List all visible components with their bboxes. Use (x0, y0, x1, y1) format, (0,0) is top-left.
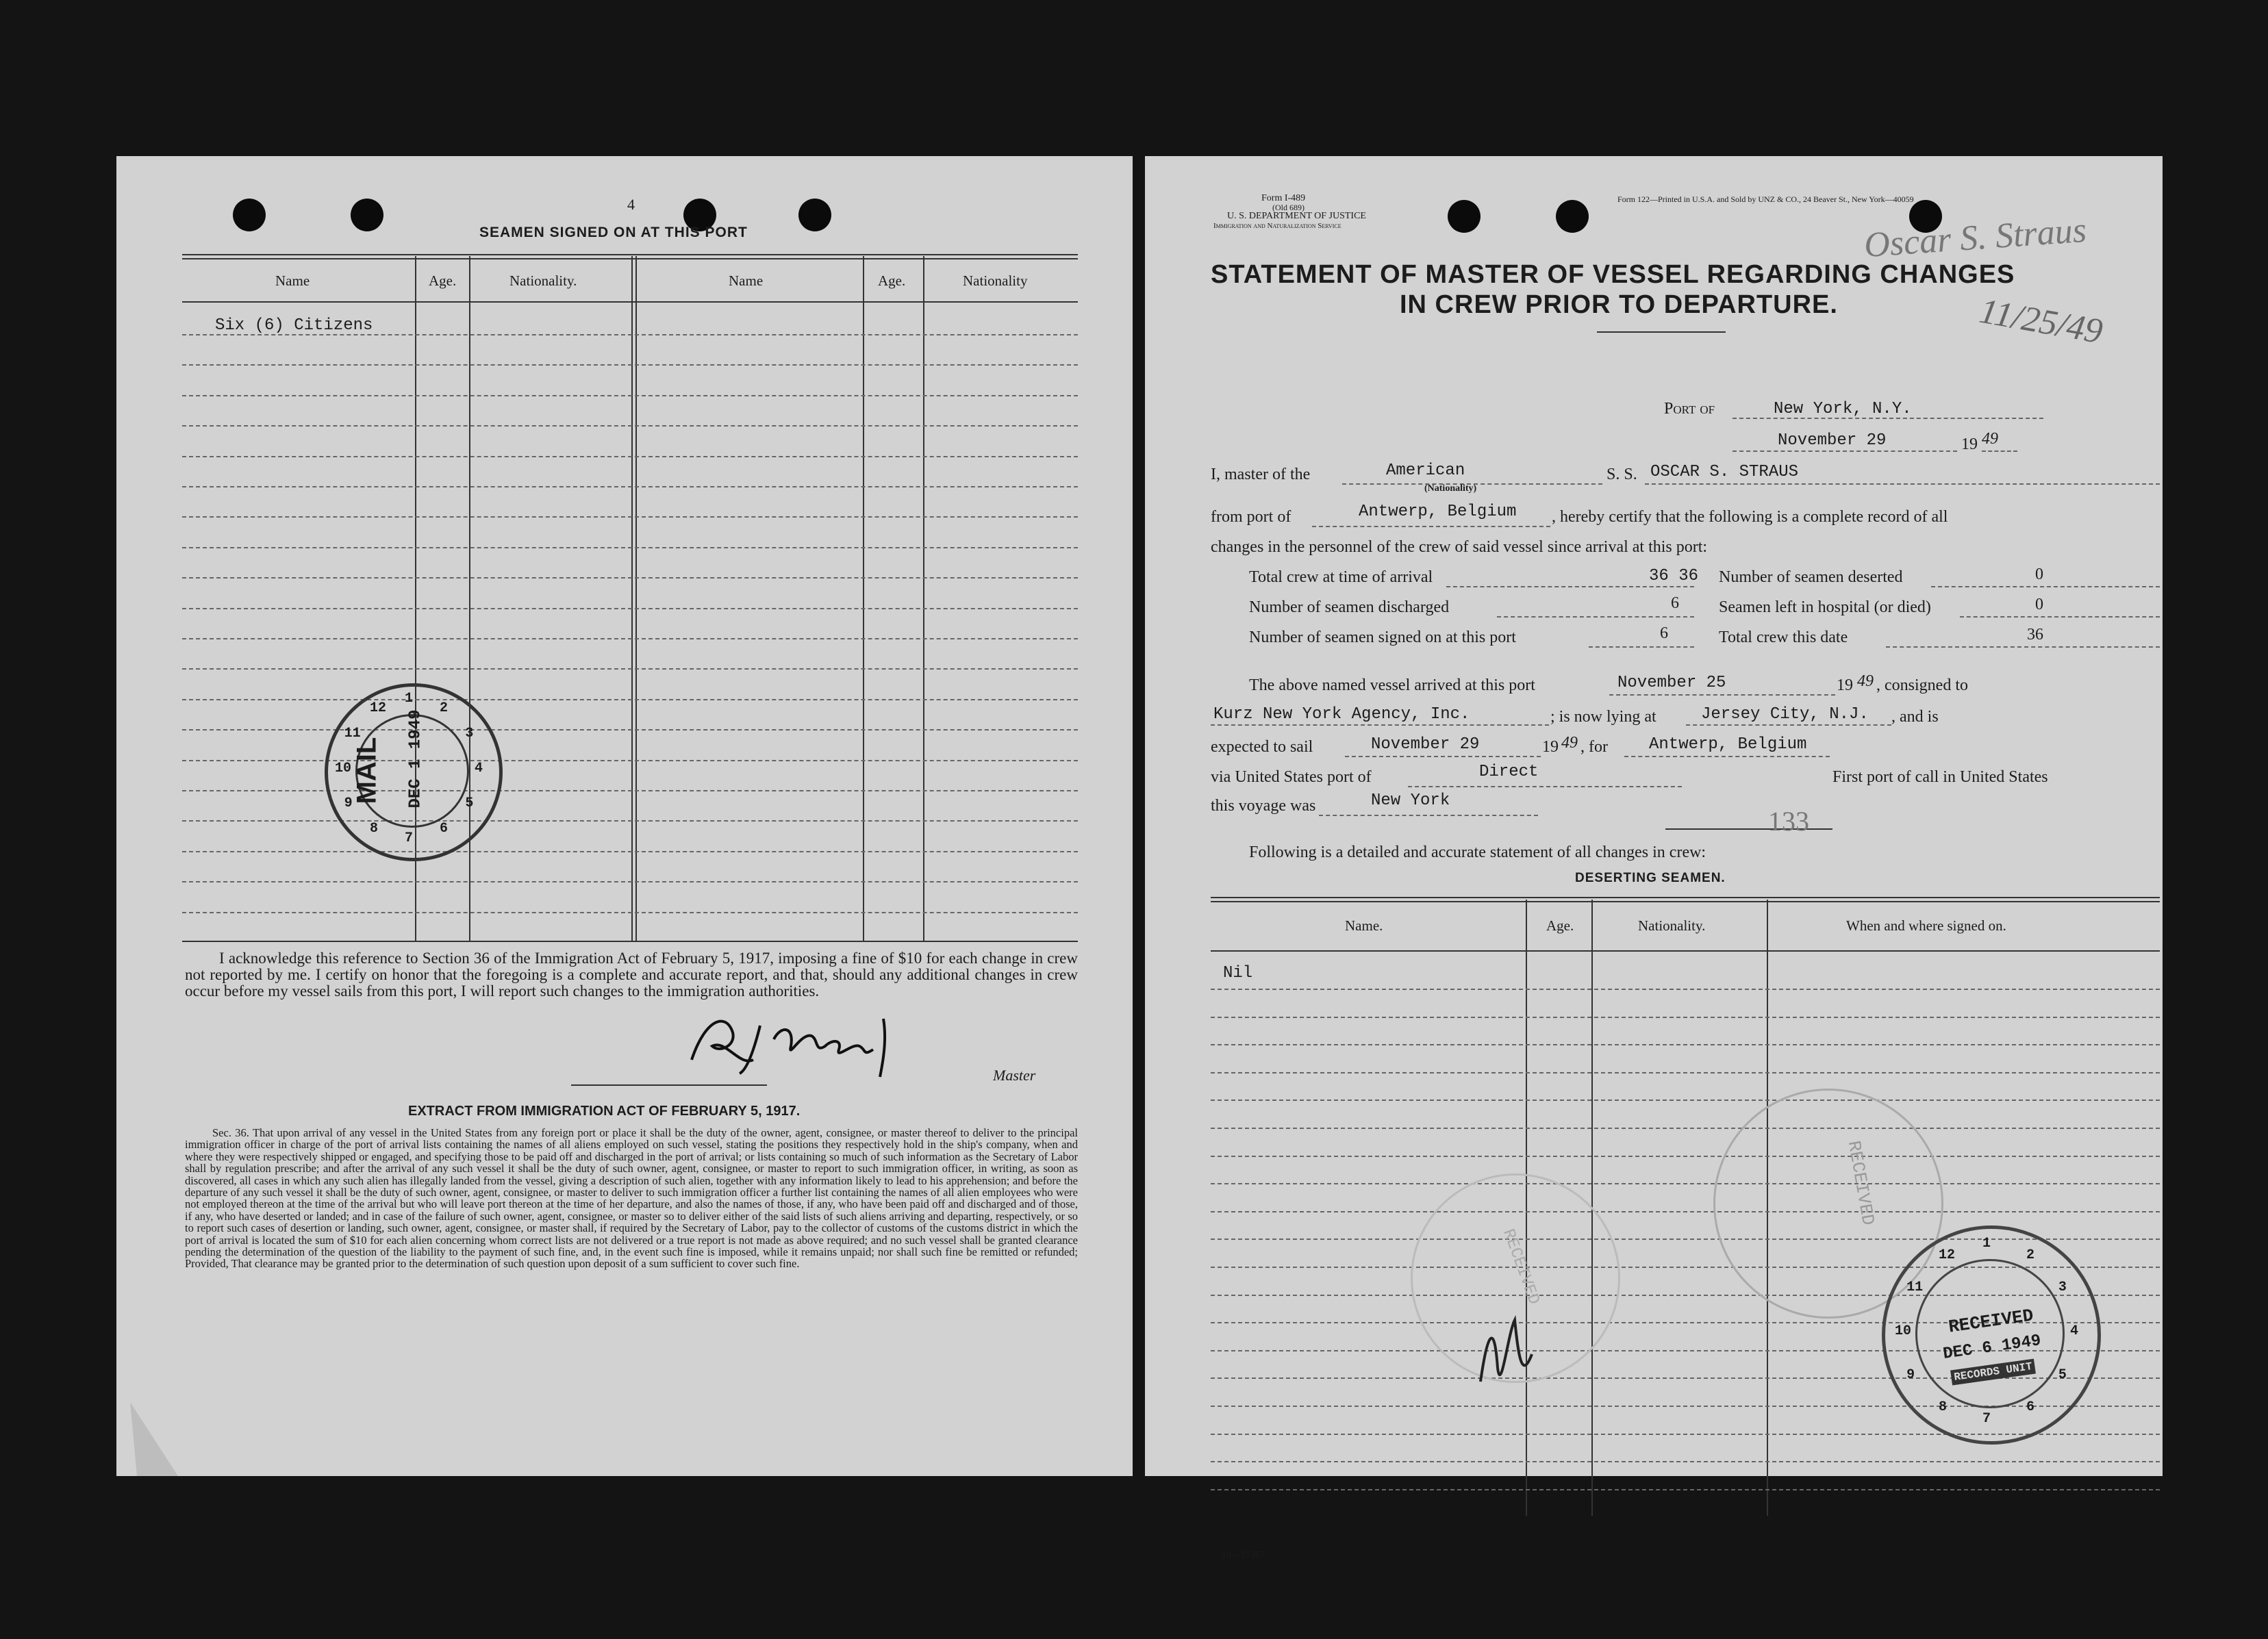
following-text: Following is a detailed and accurate statement of all changes in crew: (1249, 843, 1706, 861)
punch-hole (798, 199, 831, 231)
table-row-rule (1211, 989, 2160, 990)
table-row-rule (182, 547, 1078, 548)
department: U. S. DEPARTMENT OF JUSTICE (1227, 211, 1366, 221)
stamp-ring-number: 7 (1982, 1411, 1991, 1427)
table-row-rule (182, 699, 1078, 700)
from-port-label: from port of (1211, 508, 1292, 526)
stamp-ring-number: 8 (370, 821, 379, 837)
stat-deserted-value: 0 (2035, 566, 2043, 583)
consignee-value: Kurz New York Agency, Inc. (1213, 705, 1470, 724)
stamp-ring-number: 6 (440, 821, 449, 837)
table-row-rule (182, 912, 1078, 913)
for-value: Antwerp, Belgium (1649, 735, 1807, 754)
expected-label: expected to sail (1211, 738, 1313, 756)
handwritten-number: 133 (1768, 806, 1809, 837)
handwritten-vessel-annotation: Oscar S. Straus (1863, 210, 2088, 266)
stamp-ring-number: 3 (2058, 1280, 2067, 1295)
table-row-rule (182, 577, 1078, 579)
extract-text: Sec. 36. That upon arrival of any vessel in the United States from any foreign port or place it shall be the duty of the owner, agent, consignee, or master thereof to deliver to the principal immigration officer in charge of the port of arrival lists containing the names of all aliens employed on such vessel, stating the positions they respectively hold in the ship's company, when and where they were respectively shipped or engaged, and specifying those to be paid off and discharged in the port of arrival; or lists containing so much of such information as the Secretary of Labor shall by regulation prescribe; and after the arrival of any such vessel it shall be the duty of such owner, agent, consignee, or master to report to such immigration officer, in writing, as soon as discovered, all cases in which any such alien has illegally landed from the vessel, giving a description of such alien, together with any information likely to lead to his apprehension; and before the departure of any such vessel it shall be the duty of such owner, agent, consignee, or master to deliver to such immigration officer a further list containing the names of all alien employees who were not employed thereon at the time of the arrival but who will leave port thereon at the time of her departure, and also the names of those, if any, who have been paid off and discharged and of those, if any, who have deserted or landed; and in case of the failure of such owner, agent, consignee, or master so to deliver either of the said lists of such aliens arriving and departing, respectively, or so to report such cases of desertion or landing, such owner, agent, consignee, or master shall, if required by the Secretary of Labor, pay to the collector of customs of the customs district in which the port of arrival is located the sum of $10 for each alien concerning whom correct lists are not delivered or a true report is not made as above required; and no such vessel shall be granted clearance pending the determination of the question of the liability to the payment of such fine, and, in the event such fine is imposed, while it remains unpaid; nor shall such fine be remitted or refunded; Provided, That clearance may be granted prior to the determination of such question upon deposit of a sum sufficient to cover such fine. (185, 1126, 1078, 1271)
stamp-ring-number: 12 (1939, 1247, 1956, 1264)
date-value: November 29 (1778, 431, 1887, 450)
deserting-first-entry: Nil (1223, 964, 1253, 982)
year-prefix: 19 (1961, 435, 1978, 453)
master-of-label: I, master of the (1211, 466, 1311, 483)
stamp-ring-number: 8 (1939, 1399, 1948, 1415)
stamp-ring-number: 5 (465, 796, 474, 811)
column-header-nationality: Nationality. (509, 272, 577, 289)
stamp-ring-number: 2 (2026, 1247, 2035, 1264)
arrived-year-prefix: 19 (1837, 676, 1853, 694)
column-header-name-2: Name (729, 272, 764, 289)
page-corner-curl (116, 1388, 185, 1476)
stat-discharged-label: Number of seamen discharged (1249, 598, 1450, 616)
mail-stamp (325, 683, 503, 861)
arrived-date: November 25 (1617, 674, 1726, 692)
sail-year-prefix: 19 (1542, 738, 1559, 756)
deserting-header-name: Name. (1345, 917, 1383, 934)
and-is-label: , and is (1891, 708, 1939, 726)
punch-hole (1556, 200, 1589, 233)
left-page (116, 156, 1133, 1476)
arrived-label: The above named vessel arrived at this port (1249, 676, 1535, 694)
changes-text: changes in the personnel of the crew of said vessel since arrival at this port: (1211, 538, 1708, 556)
acknowledgement-text: I acknowledge this reference to Section 36 of the Immigration Act of February 5, 1917, imposing a fine of $10 for each change in crew not reported by me. I certify on honor that the foregoing is a complete and accurate report, and that, should any additional changes in crew occur before my vessel sails from this port, I will report such changes to the immigration authorities. (185, 950, 1078, 1000)
master-label: Master (993, 1067, 1036, 1084)
stat-discharged-value: 6 (1671, 594, 1679, 612)
stamp-ring-number: 4 (475, 761, 483, 776)
table-row-rule (1211, 1211, 2160, 1212)
table-row-rule (182, 425, 1078, 427)
column-header-name: Name (275, 272, 310, 289)
printer-note: Form 122—Printed in U.S.A. and Sold by UNZ & CO., 24 Beaver St., New York—40059 (1617, 194, 1914, 204)
stat-total-crew-value: 36 (2027, 626, 2043, 644)
table-row-rule (1211, 1156, 2160, 1157)
table-row-rule (182, 820, 1078, 822)
table-row-rule (1211, 1461, 2160, 1462)
stat-total-crew-arrival-value: 36 36 (1649, 567, 1699, 585)
nationality-caption: (Nationality) (1424, 483, 1477, 494)
stat-deserted-label: Number of seamen deserted (1719, 568, 1903, 586)
for-label: , for (1580, 738, 1608, 756)
table-row-rule (1211, 1183, 2160, 1184)
table-row-rule (1211, 1044, 2160, 1045)
table-row-rule (1211, 1017, 2160, 1018)
stamp-ring-number: 1 (1982, 1236, 1991, 1252)
via-label: via United States port of (1211, 768, 1372, 786)
table-row-rule (182, 881, 1078, 882)
voyage-label: this voyage was (1211, 797, 1316, 815)
stamp-ring-number: 3 (465, 726, 474, 741)
deserting-title: DESERTING SEAMEN. (1575, 871, 1726, 885)
table-row-rule (1211, 1072, 2160, 1073)
table-row-rule (182, 608, 1078, 609)
column-header-age: Age. (429, 272, 457, 289)
ss-label: S. S. (1606, 466, 1637, 483)
certify-text: , hereby certify that the following is a complete record of all (1552, 508, 1948, 526)
stat-total-crew-label: Total crew this date (1719, 628, 1848, 646)
handwritten-initials (1467, 1293, 1549, 1402)
punch-hole (1448, 200, 1480, 233)
form-code: 16—17387 (1222, 1550, 1265, 1560)
table-row-rule (182, 760, 1078, 761)
received-records-unit-stamp (1882, 1225, 2101, 1445)
handwritten-date-annotation: 11/25/49 (1976, 291, 2106, 352)
port-value: New York, N.Y. (1774, 400, 1912, 418)
stamp-ring-number: 10 (335, 761, 352, 776)
deserting-header-nationality: Nationality. (1638, 917, 1706, 934)
sail-date: November 29 (1371, 735, 1480, 754)
deserting-header-when-where: When and where signed on. (1846, 917, 2006, 934)
lying-value: Jersey City, N.J. (1701, 705, 1869, 724)
stamp-date: DEC 1 1949 (406, 709, 425, 809)
nationality-value: American (1386, 461, 1465, 480)
punch-hole (233, 199, 266, 231)
old-form-number: (Old 689) (1272, 203, 1305, 212)
table-row-rule (182, 516, 1078, 518)
lying-label: ; is now lying at (1550, 708, 1656, 726)
table-row-rule (1211, 1100, 2160, 1101)
stamp-ring-number: 7 (405, 830, 414, 846)
page-number: 4 (627, 196, 635, 213)
first-port-label: First port of call in United States (1832, 768, 2048, 786)
received-stamp-text: RECEIVED (1843, 1139, 1879, 1228)
records-stamp-unit: RECORDS UNIT (1950, 1359, 2036, 1386)
records-stamp-received: RECEIVED (1947, 1305, 2035, 1338)
stamp-mail-text: MAIL (351, 737, 382, 804)
punch-hole (351, 199, 383, 231)
consigned-label: , consigned to (1876, 676, 1968, 694)
stamp-ring-number: 11 (1906, 1280, 1924, 1295)
stamp-ring-number: 11 (344, 726, 361, 741)
table-row-rule (1211, 1489, 2160, 1490)
table-row-rule (182, 456, 1078, 457)
voyage-value: New York (1371, 791, 1450, 810)
service: Immigration and Naturalization Service (1213, 222, 1341, 230)
table-row-rule (182, 729, 1078, 730)
stamp-ring-number: 5 (2058, 1367, 2067, 1383)
stat-total-crew-arrival-label: Total crew at time of arrival (1249, 568, 1433, 586)
stamp-ring-number: 12 (370, 700, 387, 716)
stamp-ring-number: 9 (344, 796, 353, 811)
stamp-ring-number: 10 (1895, 1323, 1912, 1339)
page-title: SEAMEN SIGNED ON AT THIS PORT (479, 225, 748, 240)
stamp-ring-number: 6 (2026, 1399, 2035, 1415)
stat-hospital-label: Seamen left in hospital (or died) (1719, 598, 1931, 616)
from-port-value: Antwerp, Belgium (1359, 503, 1517, 521)
extract-title: EXTRACT FROM IMMIGRATION ACT OF FEBRUARY 5, 1917. (408, 1104, 801, 1119)
sail-year: 49 (1561, 734, 1578, 752)
table-row-rule (182, 851, 1078, 852)
records-stamp-date: DEC 6 1949 (1941, 1332, 2043, 1364)
via-value: Direct (1479, 763, 1539, 781)
table-row-rule (182, 364, 1078, 366)
arrived-year: 49 (1857, 672, 1874, 690)
table-row-rule (182, 668, 1078, 670)
year-value: 49 (1982, 430, 1998, 448)
deserting-header-age: Age. (1546, 917, 1574, 934)
stat-signed-on-label: Number of seamen signed on at this port (1249, 628, 1516, 646)
column-header-age-2: Age. (878, 272, 906, 289)
column-header-nationality-2: Nationality (963, 272, 1028, 289)
table-first-entry: Six (6) Citizens (215, 316, 373, 335)
table-row-rule (1211, 1128, 2160, 1129)
port-label: Port of (1664, 400, 1715, 418)
table-row-rule (182, 790, 1078, 791)
stamp-ring-number: 9 (1906, 1367, 1915, 1383)
table-row-rule (182, 486, 1078, 487)
stat-signed-on-value: 6 (1660, 624, 1668, 642)
form-title-line-1: STATEMENT OF MASTER OF VESSEL REGARDING CHANGES (1211, 260, 2015, 289)
table-row-rule (182, 395, 1078, 396)
master-signature (678, 1005, 966, 1080)
stat-hospital-value: 0 (2035, 596, 2043, 613)
vessel-name: OSCAR S. STRAUS (1650, 463, 1799, 481)
form-title-line-2: IN CREW PRIOR TO DEPARTURE. (1400, 290, 1838, 319)
right-page (1145, 156, 2163, 1560)
form-number: Form I-489 (1261, 193, 1306, 203)
stamp-ring-number: 1 (405, 691, 414, 707)
table-row-rule (182, 638, 1078, 639)
received-stamp-text-2: RECEIVED (1498, 1226, 1543, 1308)
stamp-ring-number: 4 (2070, 1323, 2079, 1339)
stamp-ring-number: 2 (440, 700, 449, 716)
